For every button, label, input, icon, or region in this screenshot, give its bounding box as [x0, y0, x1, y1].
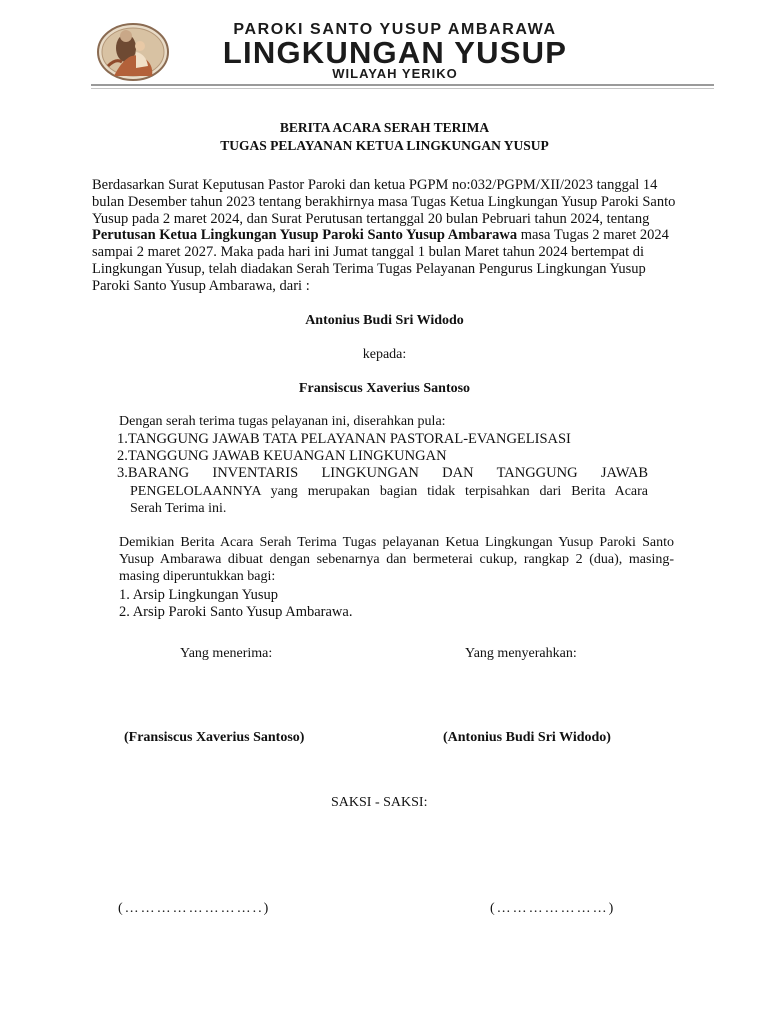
letterhead-parish: PAROKI SANTO YUSUP AMBARAWA — [233, 21, 557, 38]
intro-text-bold: Perutusan Ketua Lingkungan Yusup Paroki Santo Yusup Ambarawa — [92, 227, 518, 244]
to-label: kepada: — [362, 347, 407, 362]
witness-signature-right: (…………………) — [490, 901, 616, 916]
document-subtitle: TUGAS PELAYANAN KETUA LINGKUNGAN YUSUP — [220, 138, 549, 153]
receiver-label: Yang menerima: — [180, 646, 273, 661]
handover-item-3-line-1: 3.BARANG INVENTARIS LINGKUNGAN DAN TANGGUNG JAWAB — [117, 465, 648, 481]
document-title: BERITA ACARA SERAH TERIMA — [279, 120, 490, 135]
handover-item-1: 1.TANGGUNG JAWAB TATA PELAYANAN PASTORAL-EVANGELISASI — [117, 431, 571, 447]
archive-item-2: 2. Arsip Paroki Santo Yusup Ambarawa. — [119, 604, 353, 620]
parish-logo — [96, 22, 170, 82]
letterhead-divider — [91, 84, 714, 86]
letterhead-region: WILAYAH YERIKO — [332, 66, 458, 81]
saint-joseph-with-child-icon — [96, 22, 170, 82]
receiver-name: (Fransiscus Xaverius Santoso) — [124, 730, 305, 745]
giver-label: Yang menyerahkan: — [465, 646, 577, 661]
to-name: Fransiscus Xaverius Santoso — [298, 381, 471, 396]
letterhead-community: LINGKUNGAN YUSUP — [222, 35, 568, 70]
intro-text-end: masa Tugas 2 maret 2024 sampai 2 maret 2027. Maka pada hari ini Jumat tanggal 1 bulan Maret tahun 2024 bertempat di Lingkungan Yusup, telah diadakan Serah Terima Tugas Pelayanan Pengurus Lingkungan Yusup Paroki Santo Yusup Ambarawa, dari : — [92, 227, 669, 294]
handover-item-3-line-2: PENGELOLAANNYA yang merupakan bagian tidak terpisahkan dari Berita Acara — [130, 484, 648, 499]
intro-text-start: Berdasarkan Surat Keputusan Pastor Paroki dan ketua PGPM no:032/PGPM/XII/2023 tanggal 14 bulan Desember tahun 2023 tentang berakhirnya masa Tugas Ketua Lingkungan Yusup Paroki Santo Yusup pada 2 maret 2024, dan Surat Perutusan tertanggal 20 bulan Pebruari tahun 2024, tentang — [92, 177, 676, 227]
handover-lead: Dengan serah terima tugas pelayanan ini, diserahkan pula: — [119, 414, 446, 429]
handover-item-2: 2.TANGGUNG JAWAB KEUANGAN LINGKUNGAN — [117, 448, 447, 464]
handover-item-3-line-3: Serah Terima ini. — [130, 501, 227, 516]
archive-item-1: 1. Arsip Lingkungan Yusup — [119, 587, 278, 603]
closing-paragraph: Demikian Berita Acara Serah Terima Tugas pelayanan Ketua Lingkungan Yusup Paroki Santo Yusup Ambarawa dibuat dengan sebenarnya dan bermeterai cukup, rangkap 2 (dua), masing-masing diperuntukkan bagi: — [119, 535, 674, 584]
giver-name: (Antonius Budi Sri Widodo) — [443, 730, 611, 745]
witness-label: SAKSI - SAKSI: — [331, 795, 428, 810]
letterhead-divider-thin — [91, 88, 714, 89]
from-name: Antonius Budi Sri Widodo — [305, 313, 464, 328]
witness-signature-left: (……………………..) — [118, 901, 271, 916]
intro-paragraph — [92, 177, 677, 295]
